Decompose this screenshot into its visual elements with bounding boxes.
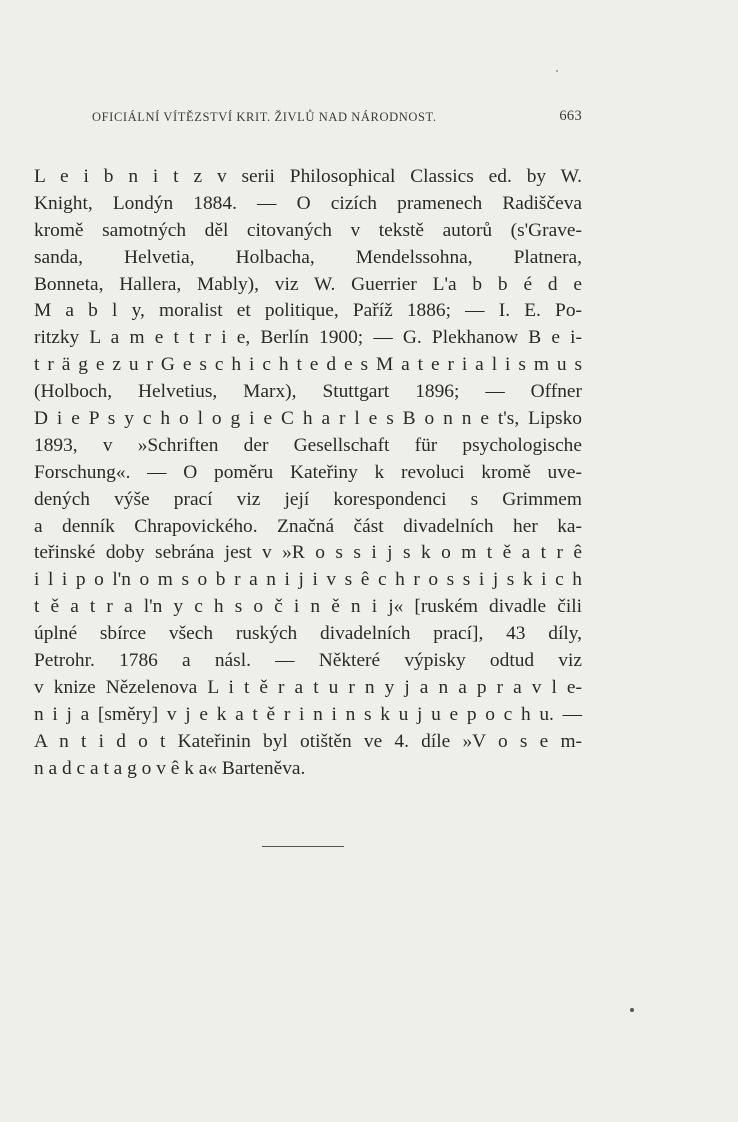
running-head	[92, 110, 582, 130]
text-line: ritzky L a m e t t r i e, Berlín 1900; — G. Plekhanow B e i-	[34, 327, 582, 349]
text-line: Bonneta, Hallera, Mably), viz W. Guerrier L'a b b é d e	[34, 273, 582, 295]
page-number: 663	[559, 108, 582, 124]
text-line: úplné sbírce všech ruských divadelních prací], 43 díly,	[34, 623, 582, 645]
text-line: n i j a [směry] v j e k a t ě r i n i n s k u j u e p o c h u. —	[34, 703, 582, 725]
footnote-text	[34, 164, 582, 782]
text-line: D i e P s y c h o l o g i e C h a r l e s B o n n e t's, Lipsko	[34, 408, 582, 430]
text-line: M a b l y, moralist et politique, Paříž 1886; — I. E. Po-	[34, 300, 582, 322]
text-line: kromě samotných děl citovaných v tekstě autorů (s'Grave-	[34, 219, 582, 241]
text-line: teřinské doby sebrána jest v »R o s s i j s k o m t ě a t r ê	[34, 542, 582, 564]
running-title: OFICIÁLNÍ VÍTĚZSTVÍ KRIT. ŽIVLŮ NAD NÁRODNOST.	[92, 110, 437, 124]
text-line: Forschung«. — O poměru Kateřiny k revoluci kromě uve-	[34, 461, 582, 483]
section-end-rule	[262, 846, 344, 847]
text-line: 1893, v »Schriften der Gesellschaft für psychologische	[34, 434, 582, 456]
text-line: Knight, Londýn 1884. — O cizích pramenech Radiščeva	[34, 192, 582, 214]
scan-speck	[630, 1008, 634, 1012]
text-line: Petrohr. 1786 a násl. — Některé výpisky odtud viz	[34, 650, 582, 672]
text-line: n a d c a t a g o v ê k a« Barteněva.	[34, 757, 306, 779]
text-line: i l i p o l'n o m s o b r a n i j i v s ê c h r o s s i j s k i c h	[34, 569, 582, 591]
text-line: a denník Chrapovického. Značná část divadelních her ka-	[34, 515, 582, 537]
scan-speck	[556, 70, 558, 72]
text-line: (Holboch, Helvetius, Marx), Stuttgart 1896; — Offner	[34, 381, 582, 403]
text-line: L e i b n i t z v serii Philosophical Classics ed. by W.	[34, 166, 582, 187]
text-line: t r ä g e z u r G e s c h i c h t e d e s M a t e r i a l i s m u s	[34, 354, 582, 376]
text-line: t ě a t r a l'n y c h s o č i n ě n i j« [ruském divadle čili	[34, 596, 582, 618]
text-line: dených výše prací viz její korespondenci s Grimmem	[34, 488, 582, 510]
text-line: v knize Nězelenova L i t ě r a t u r n y j a n a p r a v l e-	[34, 676, 582, 698]
text-line: sanda, Helvetia, Holbacha, Mendelssohna, Platnera,	[34, 246, 582, 268]
text-line: A n t i d o t Kateřinin byl otištěn ve 4. díle »V o s e m-	[34, 730, 582, 752]
